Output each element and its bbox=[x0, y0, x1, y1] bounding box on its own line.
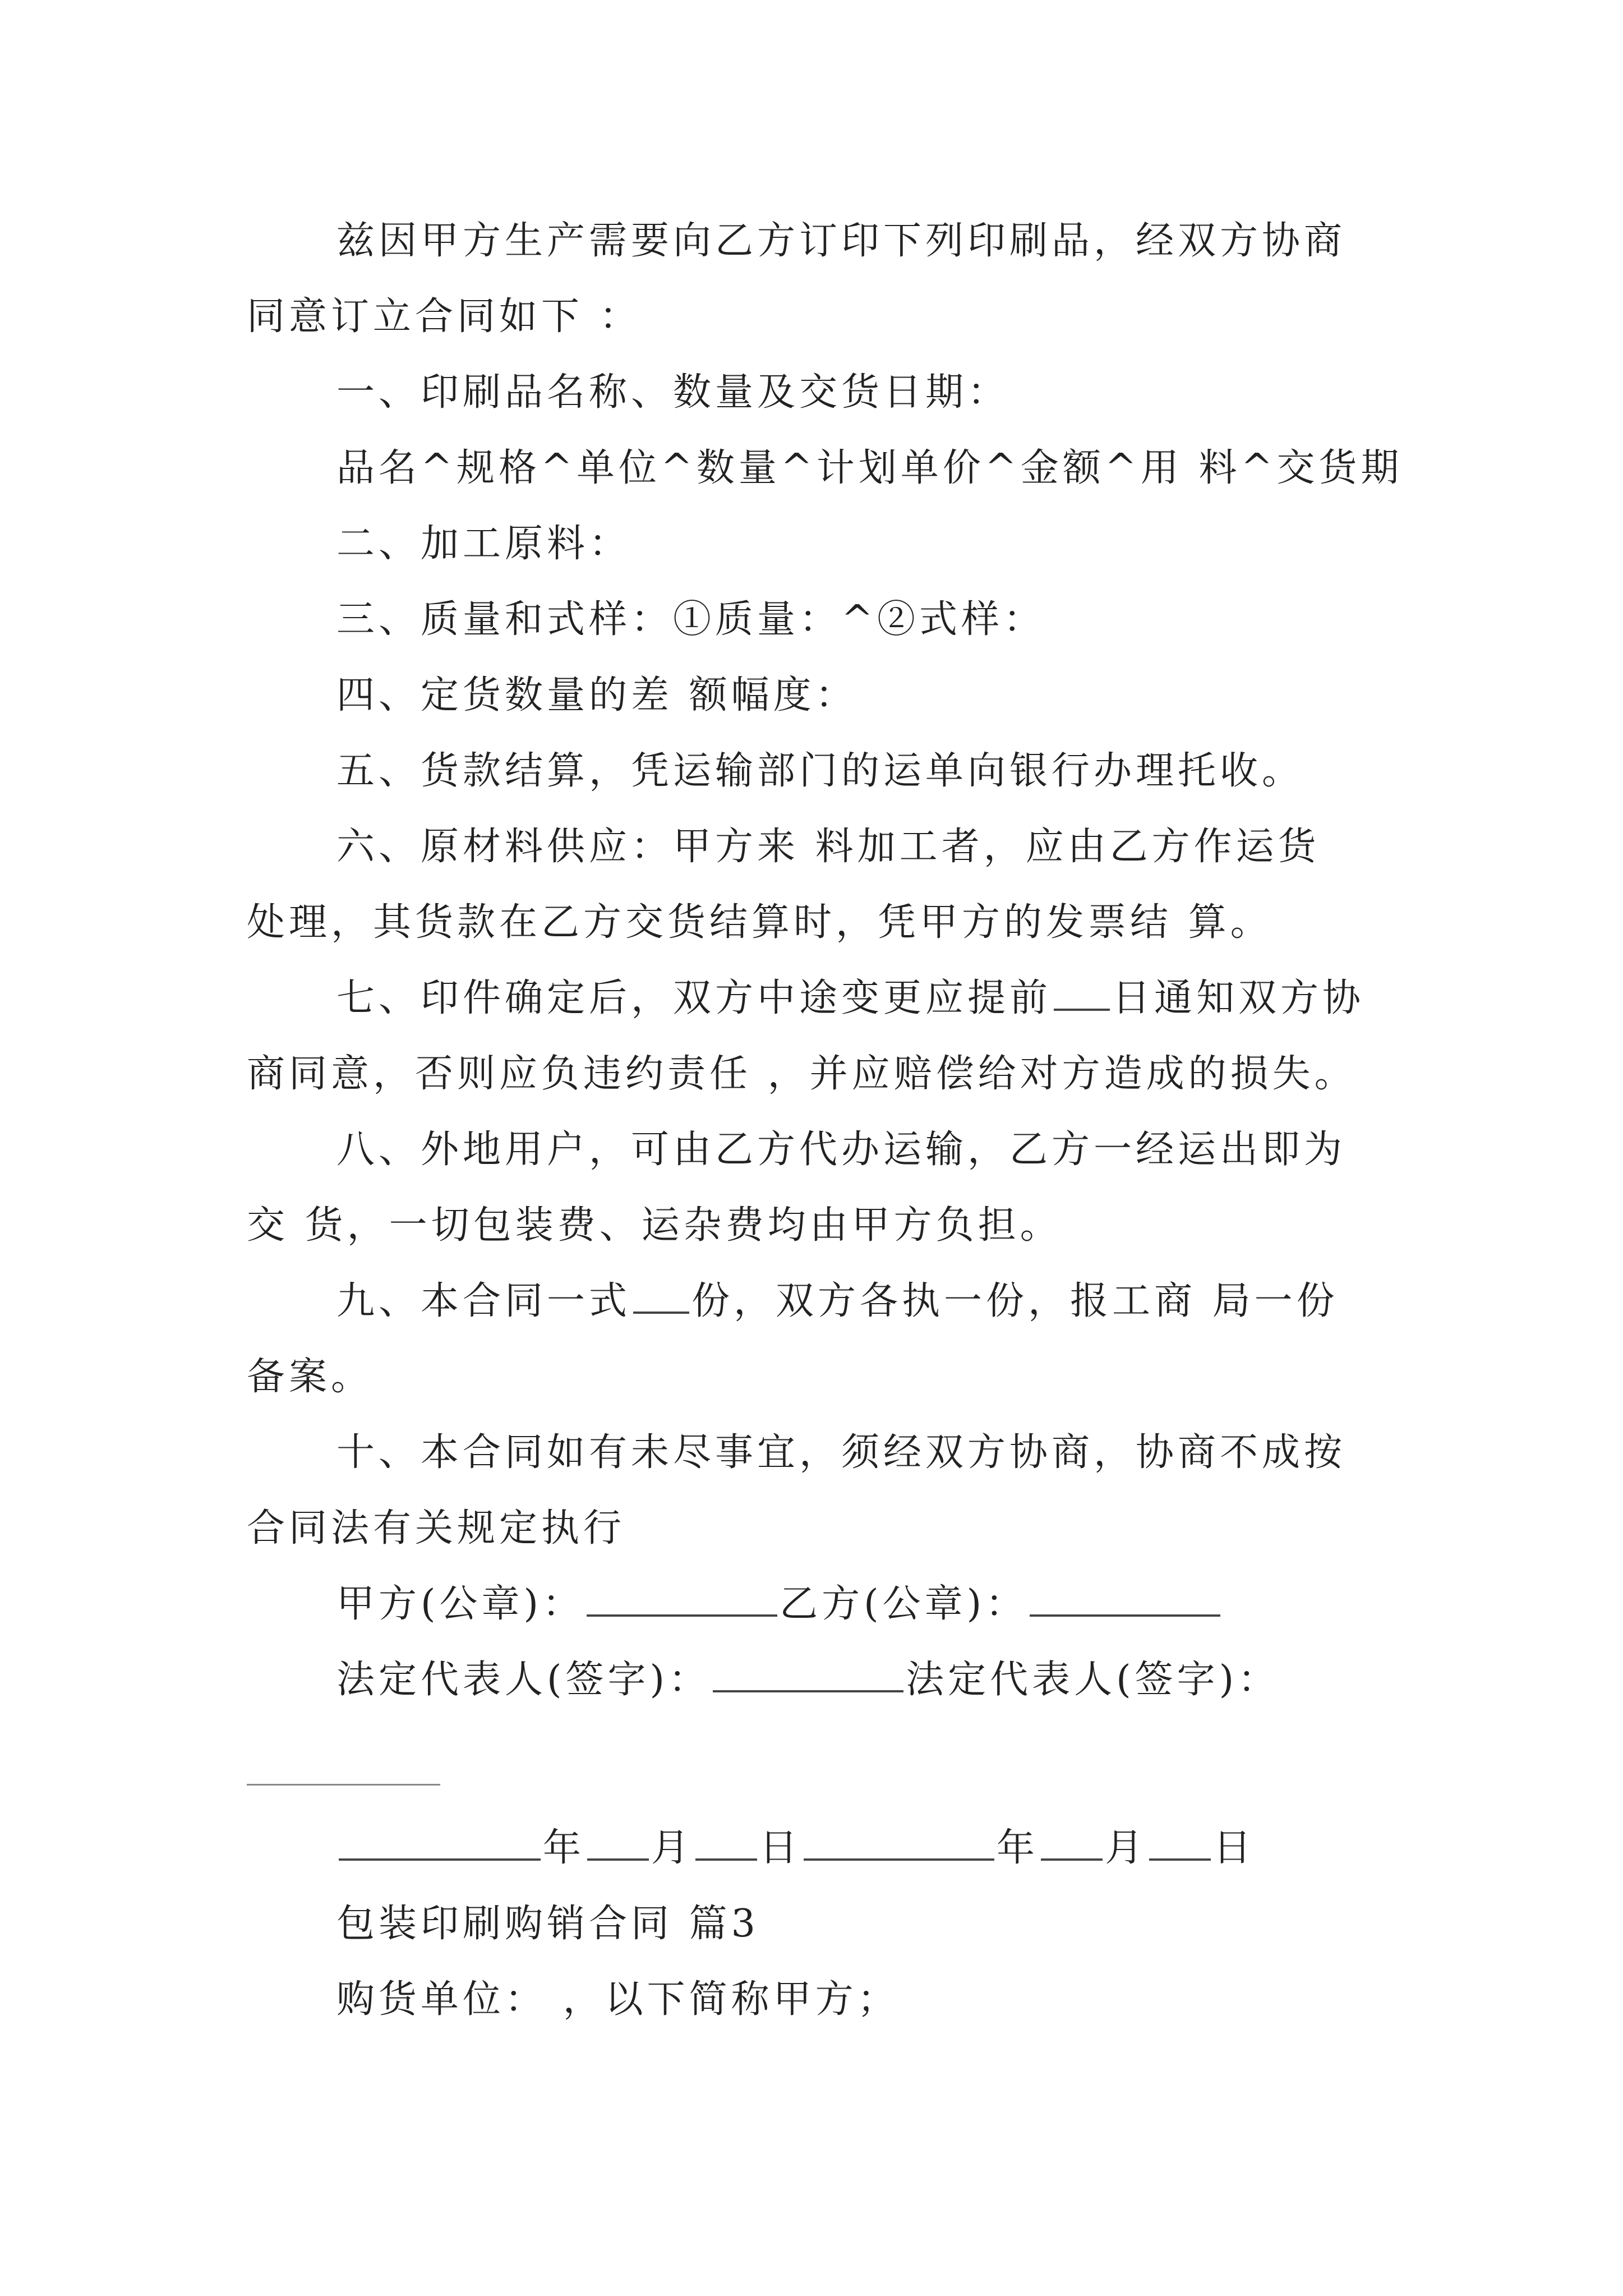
date-b-day-label: 日 bbox=[1213, 1826, 1256, 1870]
date-a-month-blank bbox=[587, 1825, 649, 1861]
party-b-rep-label: 法定代表人(签字)： bbox=[906, 1658, 1280, 1702]
date-line bbox=[336, 1820, 1447, 1876]
item6-line2: 处理，其货款在乙方交货结算时，凭甲方的发票结 算。 bbox=[247, 900, 1272, 945]
item9-line1 bbox=[336, 1273, 1447, 1329]
item2-heading: 二、加工原料： bbox=[336, 522, 631, 566]
date-b-year-label: 年 bbox=[997, 1826, 1039, 1870]
item3-heading: 三、质量和式样：①质量：^②式样： bbox=[336, 597, 1045, 642]
para1-line2: 同意订立合同如下 ： bbox=[247, 295, 642, 339]
item9-line1-part-b: 份，双方各执一份，报工商 局一份 bbox=[691, 1279, 1339, 1323]
party-b-rep-blank-wrapped bbox=[247, 1784, 440, 1786]
party-a-rep-blank bbox=[713, 1657, 903, 1692]
date-b-month-blank bbox=[1041, 1825, 1103, 1861]
item7-line1-part-a: 七、印件确定后，双方中途变更应提前 bbox=[336, 976, 1052, 1020]
item4-heading: 四、定货数量的差 额幅度： bbox=[336, 673, 857, 717]
item7-line1 bbox=[336, 970, 1447, 1027]
date-a-day-label: 日 bbox=[759, 1826, 802, 1870]
item6-line1: 六、原材料供应：甲方来 料加工者，应由乙方作运货 bbox=[336, 825, 1320, 869]
item10-line1: 十、本合同如有未尽事宜，须经双方协商，协商不成按 bbox=[336, 1430, 1347, 1475]
item10-line2: 合同法有关规定执行 bbox=[247, 1506, 626, 1550]
item7-line1-part-b: 日通知双方协 bbox=[1112, 976, 1365, 1020]
party-b-seal-blank bbox=[1030, 1581, 1220, 1617]
next-contract-title: 包装印刷购销合同 篇3 bbox=[336, 1902, 759, 1946]
item7-line2: 商同意，否则应负违约责任 ，并应赔偿给对方造成的损失。 bbox=[247, 1052, 1357, 1096]
copies-blank bbox=[633, 1278, 689, 1314]
signature-rep-line bbox=[336, 1652, 1447, 1708]
item9-line1-part-a: 九、本合同一式 bbox=[336, 1279, 631, 1323]
date-a-day-blank bbox=[695, 1825, 757, 1861]
party-a-seal-blank bbox=[587, 1581, 777, 1617]
item5-heading: 五、货款结算，凭运输部门的运单向银行办理托收。 bbox=[336, 749, 1304, 793]
para1-line1: 兹因甲方生产需要向乙方订印下列印刷品，经双方协商 bbox=[336, 219, 1347, 263]
buyer-line: 购货单位： ，以下简称甲方； bbox=[336, 1977, 900, 2022]
date-a-month-label: 月 bbox=[651, 1826, 694, 1870]
date-b-year-blank bbox=[804, 1825, 994, 1861]
item9-line2: 备案。 bbox=[247, 1355, 374, 1399]
item8-line2: 交 货，一切包装费、运杂费均由甲方负担。 bbox=[247, 1203, 1062, 1248]
party-b-seal-label: 乙方(公章)： bbox=[780, 1582, 1028, 1626]
item1-table-header: 品名^规格^单位^数量^计划单价^金额^用 料^交货期 bbox=[336, 446, 1403, 490]
party-a-rep-label: 法定代表人(签字)： bbox=[336, 1658, 711, 1702]
item8-line1: 八、外地用户，可由乙方代办运输，乙方一经运出即为 bbox=[336, 1128, 1347, 1172]
item1-heading: 一、印刷品名称、数量及交货日期： bbox=[336, 370, 1010, 415]
party-a-seal-label: 甲方(公章)： bbox=[336, 1582, 585, 1626]
date-b-day-blank bbox=[1149, 1825, 1211, 1861]
date-a-year-blank bbox=[339, 1825, 541, 1861]
date-a-year-label: 年 bbox=[543, 1826, 585, 1870]
date-b-month-label: 月 bbox=[1105, 1826, 1147, 1870]
days-blank bbox=[1054, 975, 1110, 1011]
signature-seal-line bbox=[336, 1576, 1447, 1632]
